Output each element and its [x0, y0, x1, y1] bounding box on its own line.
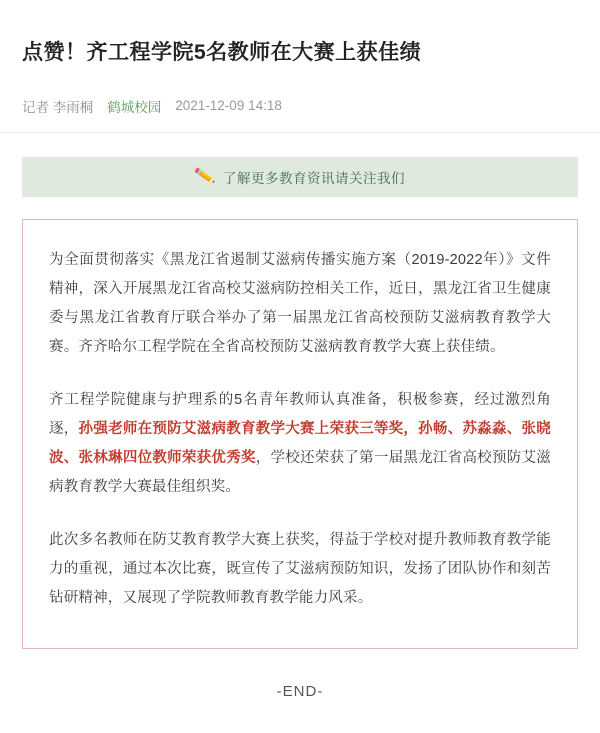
- article-page: [0, 14, 600, 733]
- paragraph-2-tail: ，学校还荣获了第一届黑龙江省高校预防艾滋病教育教学大赛最佳组织奖。: [49, 449, 551, 495]
- page-title: 点赞！齐工程学院5名教师在大赛上获佳绩: [22, 41, 422, 65]
- meta-date: 2021-12-09 14:18: [175, 98, 282, 114]
- paragraph-2-lead: 齐工程学院健康与护理系的5名青年教师认真准备，积极参赛，经过激烈角逐，: [49, 391, 551, 437]
- meta-source[interactable]: 鹤城校园: [107, 99, 162, 115]
- follow-banner[interactable]: [22, 157, 578, 197]
- follow-banner-text: 了解更多教育资讯请关注我们: [223, 170, 405, 186]
- paragraph-1: 为全面贯彻落实《黑龙江省遏制艾滋病传播实施方案（2019-2022年）》文件精神，深入开展黑龙江省高校艾滋病防控相关工作，近日，黑龙江省卫生健康委与黑龙江省教育厅联合举办了第一届黑龙江省高校预防艾滋病教育教学大赛。齐齐哈尔工程学院在全省高校预防艾滋病教育教学大赛上获佳绩。: [49, 251, 551, 355]
- paragraph-2: [49, 386, 551, 502]
- paragraph-2-highlight: 孙强老师在预防艾滋病教育教学大赛上荣获三等奖，孙畅、苏淼淼、张晓波、张林琳四位教师荣获优秀奖: [49, 420, 551, 466]
- article-body: [22, 219, 578, 649]
- paragraph-3: 此次多名教师在防艾教育教学大赛上获奖，得益于学校对提升教师教育教学能力的重视，通过本次比赛，既宣传了艾滋病预防知识，发扬了团队协作和刻苦钻研精神，又展现了学院教师教育教学能力风采。: [49, 531, 551, 606]
- header-divider: [0, 132, 600, 133]
- end-mark: -END-: [276, 682, 324, 700]
- meta-author: 记者 李雨桐: [22, 99, 94, 115]
- pencil-icon: ✏️: [193, 165, 217, 187]
- article-meta: [0, 82, 600, 116]
